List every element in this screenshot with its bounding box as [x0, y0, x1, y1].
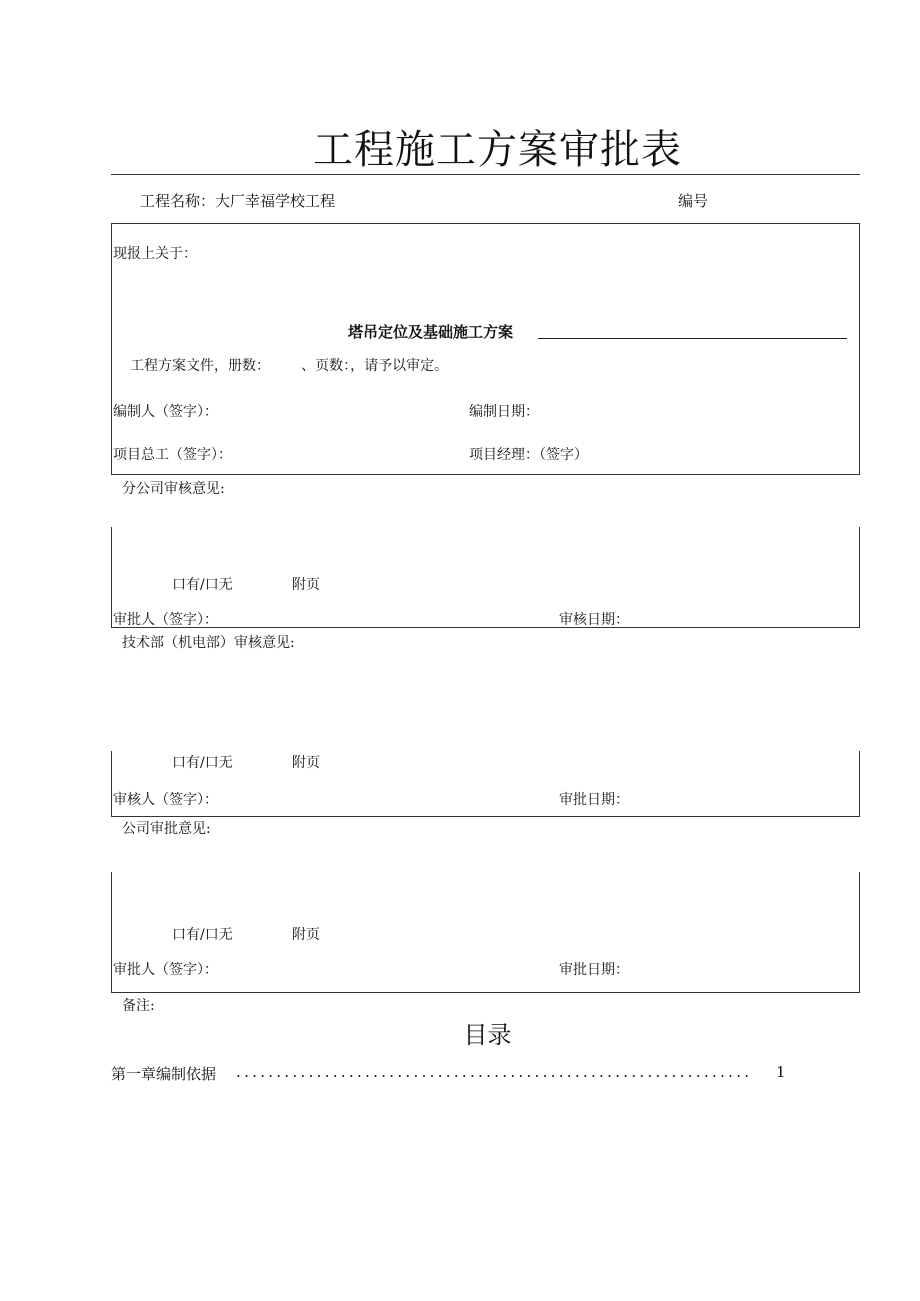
- tech-signer: 审核人（签字）：: [113, 792, 218, 808]
- project-manager-signature: 项目经理：（签字）: [469, 447, 588, 463]
- prepare-date: 编制日期：: [469, 404, 539, 420]
- plan-name-underline: [538, 338, 847, 339]
- toc-title: 目录: [463, 1021, 512, 1049]
- company-signer: 审批人（签字）：: [113, 962, 218, 978]
- serial-label: 编号: [678, 192, 709, 210]
- branch-review-heading: 分公司审核意见:: [122, 481, 225, 497]
- tech-attach-label: 附页: [292, 755, 320, 771]
- branch-attach-choice: 口有/口无: [172, 577, 233, 593]
- toc-entry-page[interactable]: 1: [776, 1063, 786, 1081]
- company-date: 审批日期：: [559, 962, 629, 978]
- toc-entry-leader: ................................................................: [236, 1063, 753, 1081]
- company-attach-label: 附页: [292, 927, 320, 943]
- tech-review-heading: 技术部（机电部）审核意见:: [122, 635, 295, 651]
- remarks-label: 备注:: [122, 998, 155, 1014]
- title-rule: [111, 174, 860, 175]
- branch-attach-label: 附页: [292, 577, 320, 593]
- chief-engineer-signature: 项目总工（签字）：: [113, 447, 232, 463]
- branch-signer: 审批人（签字）：: [113, 612, 218, 628]
- project-name: 工程名称：大厂幸福学校工程: [140, 192, 336, 210]
- preparer-signature: 编制人（签字）：: [113, 404, 218, 420]
- company-attach-choice: 口有/口无: [172, 927, 233, 943]
- branch-date: 审核日期：: [559, 612, 629, 628]
- document-count-line: 工程方案文件，册数： 、页数：，请予以审定。: [130, 358, 449, 374]
- report-intro: 现报上关于：: [113, 246, 197, 262]
- form-title: 工程施工方案审批表: [313, 127, 682, 173]
- company-approval-heading: 公司审批意见:: [122, 821, 211, 837]
- tech-attach-choice: 口有/口无: [172, 755, 233, 771]
- tech-date: 审批日期：: [559, 792, 629, 808]
- plan-name: 塔吊定位及基础施工方案: [348, 323, 514, 341]
- toc-entry-label[interactable]: 第一章编制依据: [111, 1065, 217, 1083]
- report-box: [111, 223, 860, 475]
